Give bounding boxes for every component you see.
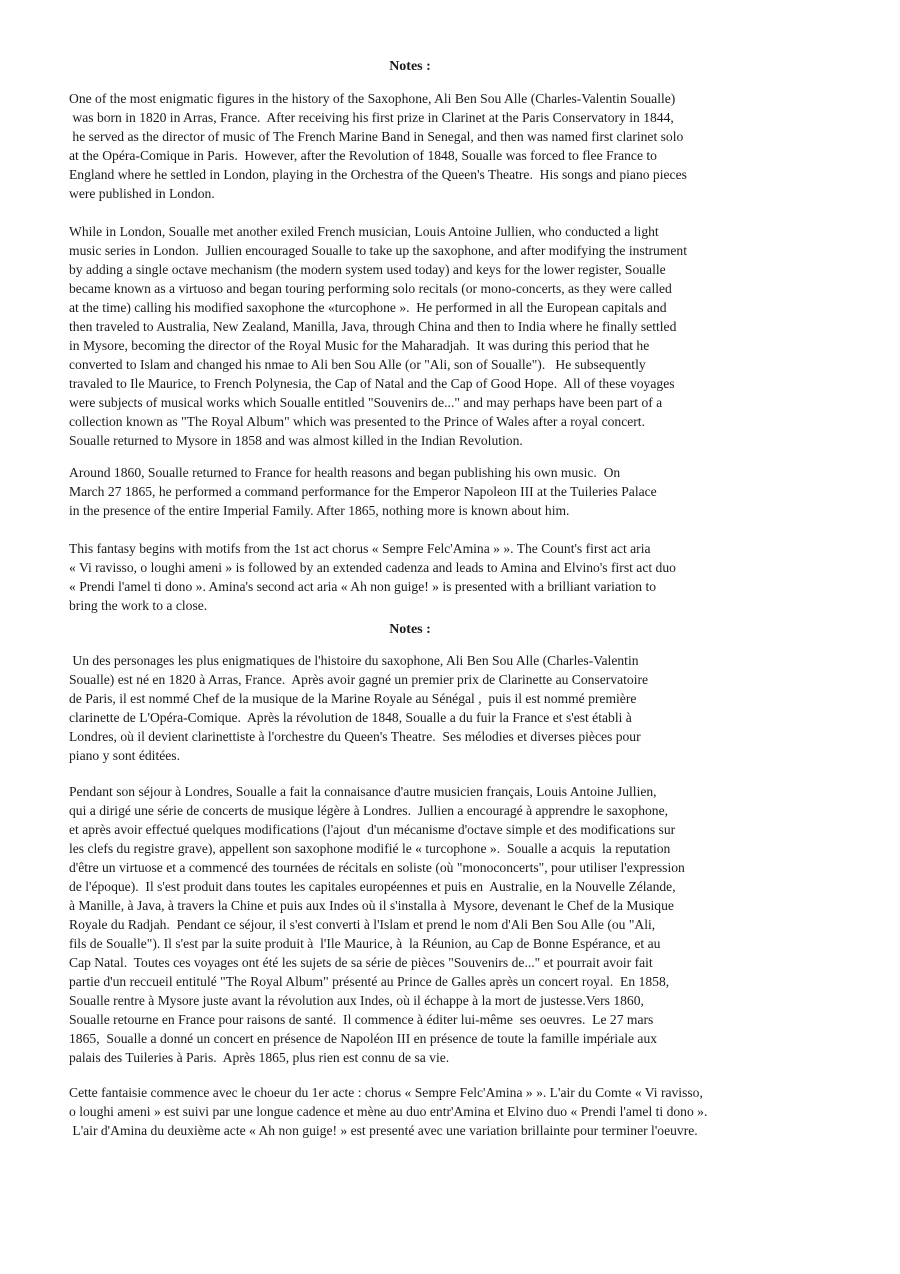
text-line: This fantasy begins with motifs from the 1st act chorus « Sempre Felc'Amina » ». The Count's first act aria [69,541,651,556]
text-line: Cap Natal. Toutes ces voyages ont été les sujets de sa série de pièces "Souvenirs de..." et pourrait avoir fait [69,955,653,970]
text-line: Soualle returned to Mysore in 1858 and was almost killed in the Indian Revolution. [69,433,523,448]
english-paragraph-london [69,222,849,450]
text-line: collection known as "The Royal Album" which was presented to the Prince of Wales after a royal concert. [69,414,645,429]
text-line: de l'époque). Il s'est produit dans toutes les capitales européennes et puis en Australie, en la Nouvelle Zélande, [69,879,676,894]
french-paragraph-fantaisie [69,1083,849,1140]
text-line: at the Opéra-Comique in Paris. However, after the Revolution of 1848, Soualle was forced to flee France to [69,148,657,163]
text-line: partie d'un reccueil entitulé "The Royal Album" présenté au Prince de Galles après un concert royal. En 1858, [69,974,670,989]
text-line: by adding a single octave mechanism (the modern system used today) and keys for the lower register, Soualle [69,262,666,277]
text-line: England where he settled in London, playing in the Orchestra of the Queen's Theatre. His songs and piano pieces [69,167,687,182]
text-line: music series in London. Jullien encouraged Soualle to take up the saxophone, and after modifying the instrument [69,243,687,258]
text-line: à Manille, à Java, à travers la Chine et puis aux Indes où il s'installa à Mysore, devenant le Chef de la Musique [69,898,674,913]
text-line: he served as the director of music of The French Marine Band in Senegal, and then was named first clarinet solo [69,129,684,144]
text-line: converted to Islam and changed his nmae to Ali ben Sou Alle (or "Ali, son of Soualle"). He subsequently [69,357,646,372]
text-line: Around 1860, Soualle returned to France for health reasons and began publishing his own music. On [69,465,621,480]
text-line: Un des personages les plus enigmatiques de l'histoire du saxophone, Ali Ben Sou Alle (Charles-Valentin [69,653,639,668]
text-line: et après avoir effectué quelques modifications (l'ajout d'un mécanisme d'octave simple et des modifications sur [69,822,676,837]
text-line: « Vi ravisso, o loughi ameni » is followed by an extended cadenza and leads to Amina and Elvino's first act duo [69,560,676,575]
text-line: d'être un virtuose et a commencé des tournées de récitals en soliste (où "monoconcerts", pour utiliser l'expression [69,860,685,875]
text-line: in Mysore, becoming the director of the Royal Music for the Maharadjah. It was during this period that he [69,338,650,353]
text-line: Cette fantaisie commence avec le choeur du 1er acte : chorus « Sempre Felc'Amina » ». L'air du Comte « Vi ravisso, [69,1085,703,1100]
text-line: While in London, Soualle met another exiled French musician, Louis Antoine Jullien, who conducted a light [69,224,659,239]
text-line: Soualle) est né en 1820 à Arras, France. Après avoir gagné un premier prix de Clarinette au Conservatoire [69,672,649,687]
text-line: Pendant son séjour à Londres, Soualle a fait la connaisance d'autre musicien français, Louis Antoine Jullien, [69,784,657,799]
text-line: 1865, Soualle a donné un concert en présence de Napoléon III en présence de toute la famille impériale aux [69,1031,658,1046]
text-line: fils de Soualle"). Il s'est par la suite produit à l'Ile Maurice, à la Réunion, au Cap de Bonne Espérance, et au [69,936,661,951]
text-line: was born in 1820 in Arras, France. After receiving his first prize in Clarinet at the Paris Conservatory in 1844, [69,110,674,125]
text-line: became known as a virtuoso and began touring performing solo recitals (or mono-concerts, as they were called [69,281,672,296]
text-line: qui a dirigé une série de concerts de musique légère à Londres. Jullien a encouragé à apprendre le saxophone, [69,803,669,818]
text-line: « Prendi l'amel ti dono ». Amina's second act aria « Ah non guige! » is presented with a brilliant variation to [69,579,657,594]
text-line: then traveled to Australia, New Zealand, Manilla, Java, through China and then to India where he finally settled [69,319,677,334]
text-line: at the time) calling his modified saxophone the «turcophone ». He performed in all the European capitals and [69,300,667,315]
english-notes-heading: Notes : [389,59,431,74]
text-line: were published in London. [69,186,215,201]
english-paragraph-biography [69,89,849,203]
text-line: Londres, où il devient clarinettiste à l'orchestre du Queen's Theatre. Ses mélodies et diverses pièces pour [69,729,641,744]
text-line: palais des Tuileries à Paris. Après 1865, plus rien est connu de sa vie. [69,1050,450,1065]
text-line: One of the most enigmatic figures in the history of the Saxophone, Ali Ben Sou Alle (Charles-Valentin Soualle) [69,91,676,106]
text-line: bring the work to a close. [69,598,208,613]
text-line: de Paris, il est nommé Chef de la musique de la Marine Royale au Sénégal , puis il est nommé première [69,691,637,706]
text-line: Royale du Radjah. Pendant ce séjour, il s'est converti à l'Islam et prend le nom d'Ali Ben Sou Alle (ou "Ali, [69,917,656,932]
text-line: in the presence of the entire Imperial Family. After 1865, nothing more is known about him. [69,503,570,518]
text-line: piano y sont éditées. [69,748,180,763]
text-line: clarinette de L'Opéra-Comique. Après la révolution de 1848, Soualle a du fuir la France et s'est établi à [69,710,632,725]
text-line: L'air d'Amina du deuxième acte « Ah non guige! » est presenté avec une variation brillainte pour terminer l'oeuvre. [69,1123,698,1138]
text-line: Soualle rentre à Mysore juste avant la révolution aux Indes, où il échappe à la mort de justesse.Vers 1860, [69,993,644,1008]
text-line: March 27 1865, he performed a command performance for the Emperor Napoleon III at the Tuileries Palace [69,484,657,499]
text-line: were subjects of musical works which Soualle entitled "Souvenirs de..." and may perhaps have been part of a [69,395,663,410]
english-paragraph-fantasy [69,539,849,615]
text-line: o loughi ameni » est suivi par une longue cadence et mène au duo entr'Amina et Elvino duo « Prendi l'amel ti dono ». [69,1104,708,1119]
english-paragraph-return [69,463,849,520]
french-notes-heading: Notes : [389,622,431,637]
text-line: Soualle retourne en France pour raisons de santé. Il commence à éditer lui-même ses oeuvres. Le 27 mars [69,1012,654,1027]
french-paragraph-londres [69,782,849,1067]
text-line: les clefs du registre grave), appellent son saxophone modifié le « turcophone ». Soualle a acquis la reputation [69,841,671,856]
text-line: travaled to Ile Maurice, to French Polynesia, the Cap of Natal and the Cap of Good Hope. All of these voyages [69,376,675,391]
french-paragraph-biography [69,651,849,765]
